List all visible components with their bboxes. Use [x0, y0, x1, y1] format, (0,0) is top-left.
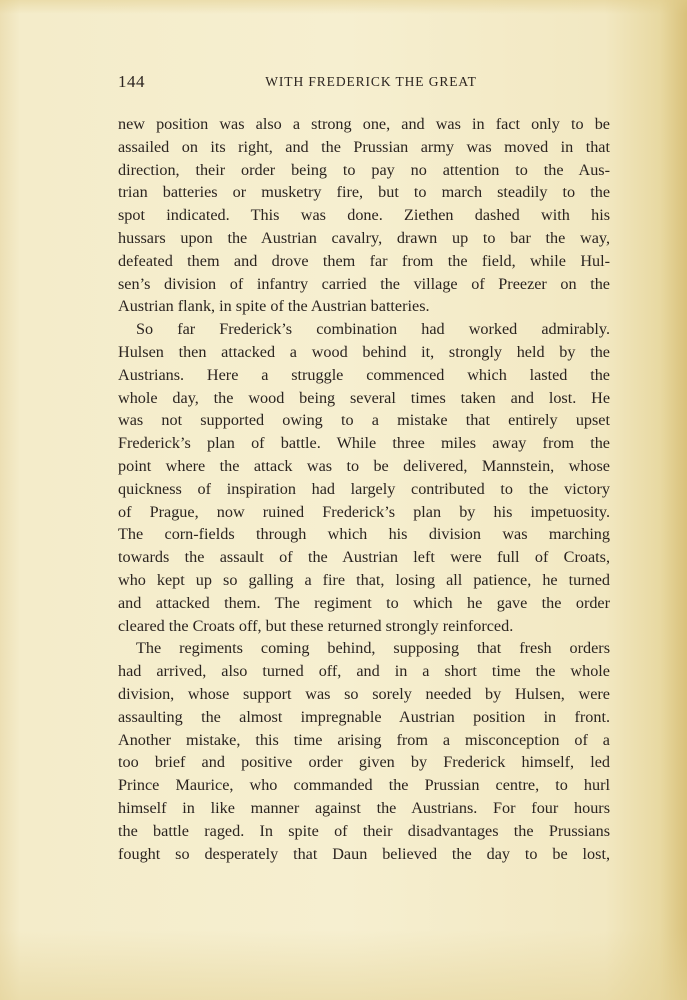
text-line: and attacked them. The regiment to which he gave the order — [118, 593, 610, 612]
page-top-edge — [0, 0, 687, 14]
text-line: Prince Maurice, who commanded the Prussian centre, to hurl — [118, 776, 610, 795]
text-line: Frederick’s plan of battle. While three miles away from the — [118, 434, 610, 453]
text-line: himself in like manner against the Austrians. For four hours — [118, 798, 610, 817]
text-line: the battle raged. In spite of their disadvantages the Prussians — [118, 821, 610, 840]
text-line: had arrived, also turned off, and in a short time the whole — [118, 662, 610, 681]
text-line: assaulting the almost impregnable Austrian position in front. — [118, 707, 610, 726]
text-line: fought so desperately that Daun believed the day to be lost, — [118, 844, 610, 863]
running-head: WITH FREDERICK THE GREAT — [265, 74, 477, 89]
text-line: quickness of inspiration had largely contributed to the victory — [118, 479, 610, 498]
text-line: towards the assault of the Austrian left were full of Croats, — [118, 548, 610, 567]
text-line: point where the attack was to be delivered, Mannstein, whose — [118, 456, 610, 475]
text-line: The regiments coming behind, supposing that fresh orders — [136, 639, 610, 658]
page-number: 144 — [118, 72, 145, 91]
text-line: hussars upon the Austrian cavalry, drawn up to bar the way, — [118, 228, 610, 247]
text-line: So far Frederick’s combination had worked admirably. — [136, 320, 610, 339]
text-line: Another mistake, this time arising from a misconception of a — [118, 730, 610, 749]
text-line: assailed on its right, and the Prussian army was moved in that — [118, 137, 610, 156]
text-line: direction, their order being to pay no attention to the Aus- — [118, 160, 610, 179]
text-line: division, whose support was so sorely needed by Hulsen, were — [118, 684, 610, 703]
text-line: was not supported owing to a mistake that entirely upset — [118, 411, 610, 430]
text-line: spot indicated. This was done. Ziethen dashed with his — [118, 206, 610, 225]
text-line: defeated them and drove them far from the field, while Hul- — [118, 251, 610, 270]
text-line: Austrian flank, in spite of the Austrian batteries. — [118, 297, 430, 316]
text-line: who kept up so galling a fire that, losing all patience, he turned — [118, 570, 610, 589]
body-text — [118, 113, 610, 865]
text-line: The corn-fields through which his division was marching — [118, 525, 610, 544]
text-line: new position was also a strong one, and was in fact only to be — [118, 115, 610, 133]
text-line: trian batteries or musketry fire, but to march steadily to the — [118, 183, 610, 202]
text-line: sen’s division of infantry carried the village of Preezer on the — [118, 274, 610, 293]
text-line: whole day, the wood being several times taken and lost. He — [118, 388, 610, 407]
text-line: Hulsen then attacked a wood behind it, strongly held by the — [118, 342, 610, 361]
text-line: too brief and positive order given by Frederick himself, led — [118, 753, 610, 772]
text-line: of Prague, now ruined Frederick’s plan by his impetuosity. — [118, 502, 610, 521]
text-line: Austrians. Here a struggle commenced which lasted the — [118, 365, 610, 384]
page-header — [118, 72, 610, 94]
text-line: cleared the Croats off, but these returned strongly reinforced. — [118, 616, 514, 635]
